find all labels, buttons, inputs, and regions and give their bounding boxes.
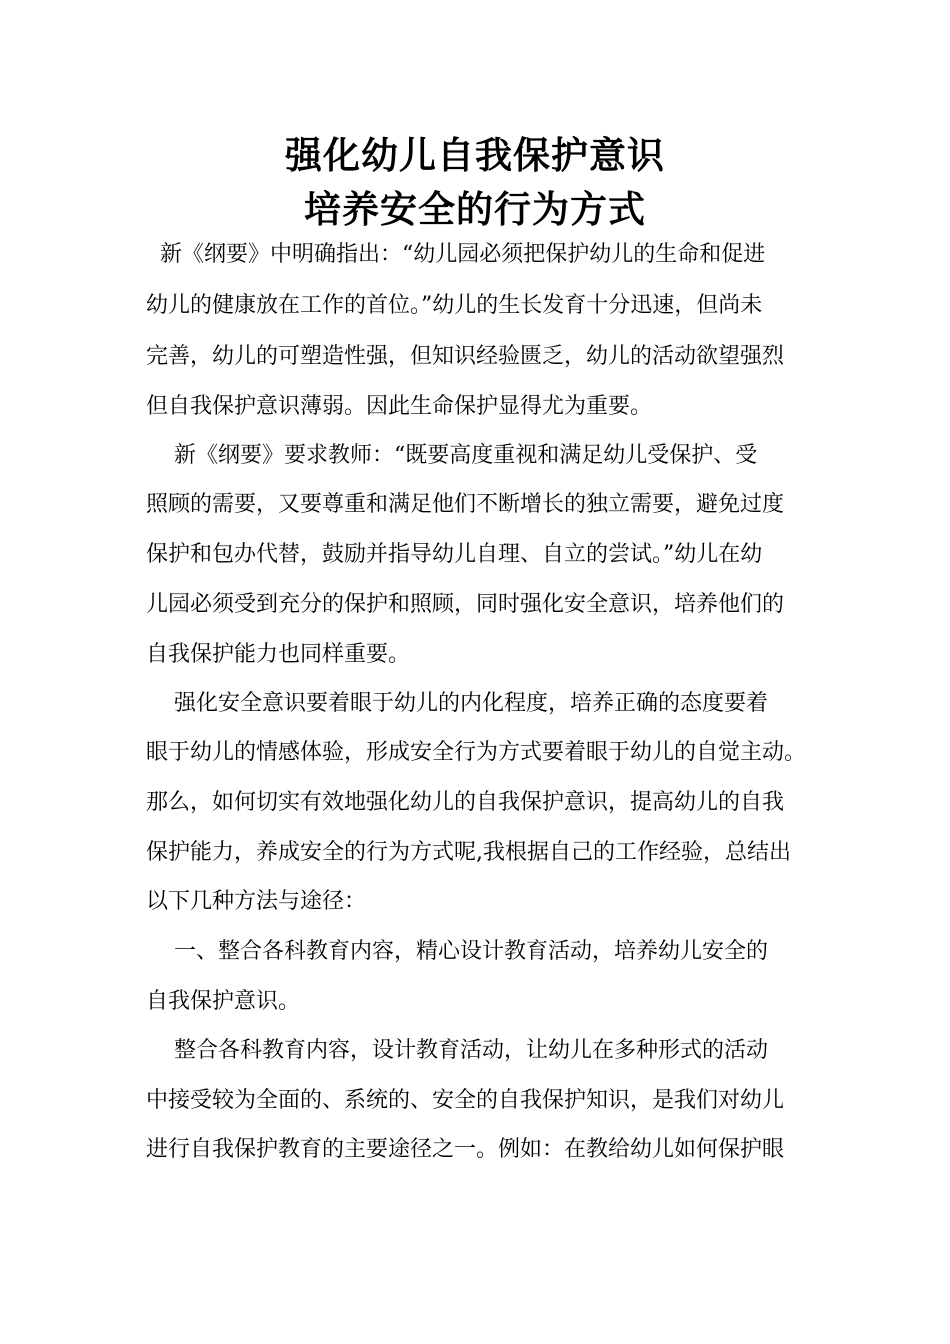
paragraph-line: 自我保护能力也同样重要。	[146, 642, 411, 667]
document-title-line-1: 强化幼儿自我保护意识	[285, 133, 665, 177]
paragraph-line: 照顾的需要，又要尊重和满足他们不断增长的独立需要，避免过度	[146, 492, 785, 517]
paragraph-line: 进行自我保护教育的主要途径之一。例如：在教给幼儿如何保护眼	[146, 1137, 785, 1162]
paragraph-line: 幼儿的健康放在工作的首位。”幼儿的生长发育十分迅速，但尚未	[146, 293, 763, 318]
paragraph-line: 保护能力，养成安全的行为方式呢,我根据自己的工作经验，总结出	[146, 840, 791, 865]
paragraph-line: 新《纲要》要求教师：“既要高度重视和满足幼儿受保护、受	[146, 443, 758, 468]
paragraph-line: 一、整合各科教育内容，精心设计教育活动，培养幼儿安全的	[146, 939, 768, 964]
paragraph-line: 中接受较为全面的、系统的、安全的自我保护知识，是我们对幼儿	[146, 1088, 785, 1113]
paragraph-line: 新《纲要》中明确指出：“幼儿园必须把保护幼儿的生命和促进	[146, 242, 766, 267]
paragraph-line: 眼于幼儿的情感体验，形成安全行为方式要着眼于幼儿的自觉主动。	[146, 740, 807, 765]
paragraph-line: 儿园必须受到充分的保护和照顾，同时强化安全意识，培养他们的	[146, 592, 785, 617]
paragraph-line: 强化安全意识要着眼于幼儿的内化程度，培养正确的态度要着	[146, 691, 768, 716]
paragraph-line: 整合各科教育内容，设计教育活动，让幼儿在多种形式的活动	[146, 1038, 768, 1063]
paragraph-line: 保护和包办代替，鼓励并指导幼儿自理、自立的尝试。”幼儿在幼	[146, 542, 763, 567]
paragraph-line: 以下几种方法与途径：	[146, 889, 367, 914]
paragraph-line: 完善，幼儿的可塑造性强，但知识经验匮乏，幼儿的活动欲望强烈	[146, 344, 785, 369]
document-title-line-2: 培养安全的行为方式	[304, 187, 646, 231]
paragraph-line: 那么，如何切实有效地强化幼儿的自我保护意识，提高幼儿的自我	[146, 790, 785, 815]
paragraph-line: 但自我保护意识薄弱。因此生命保护显得尤为重要。	[146, 394, 653, 419]
paragraph-line: 自我保护意识。	[146, 989, 301, 1014]
